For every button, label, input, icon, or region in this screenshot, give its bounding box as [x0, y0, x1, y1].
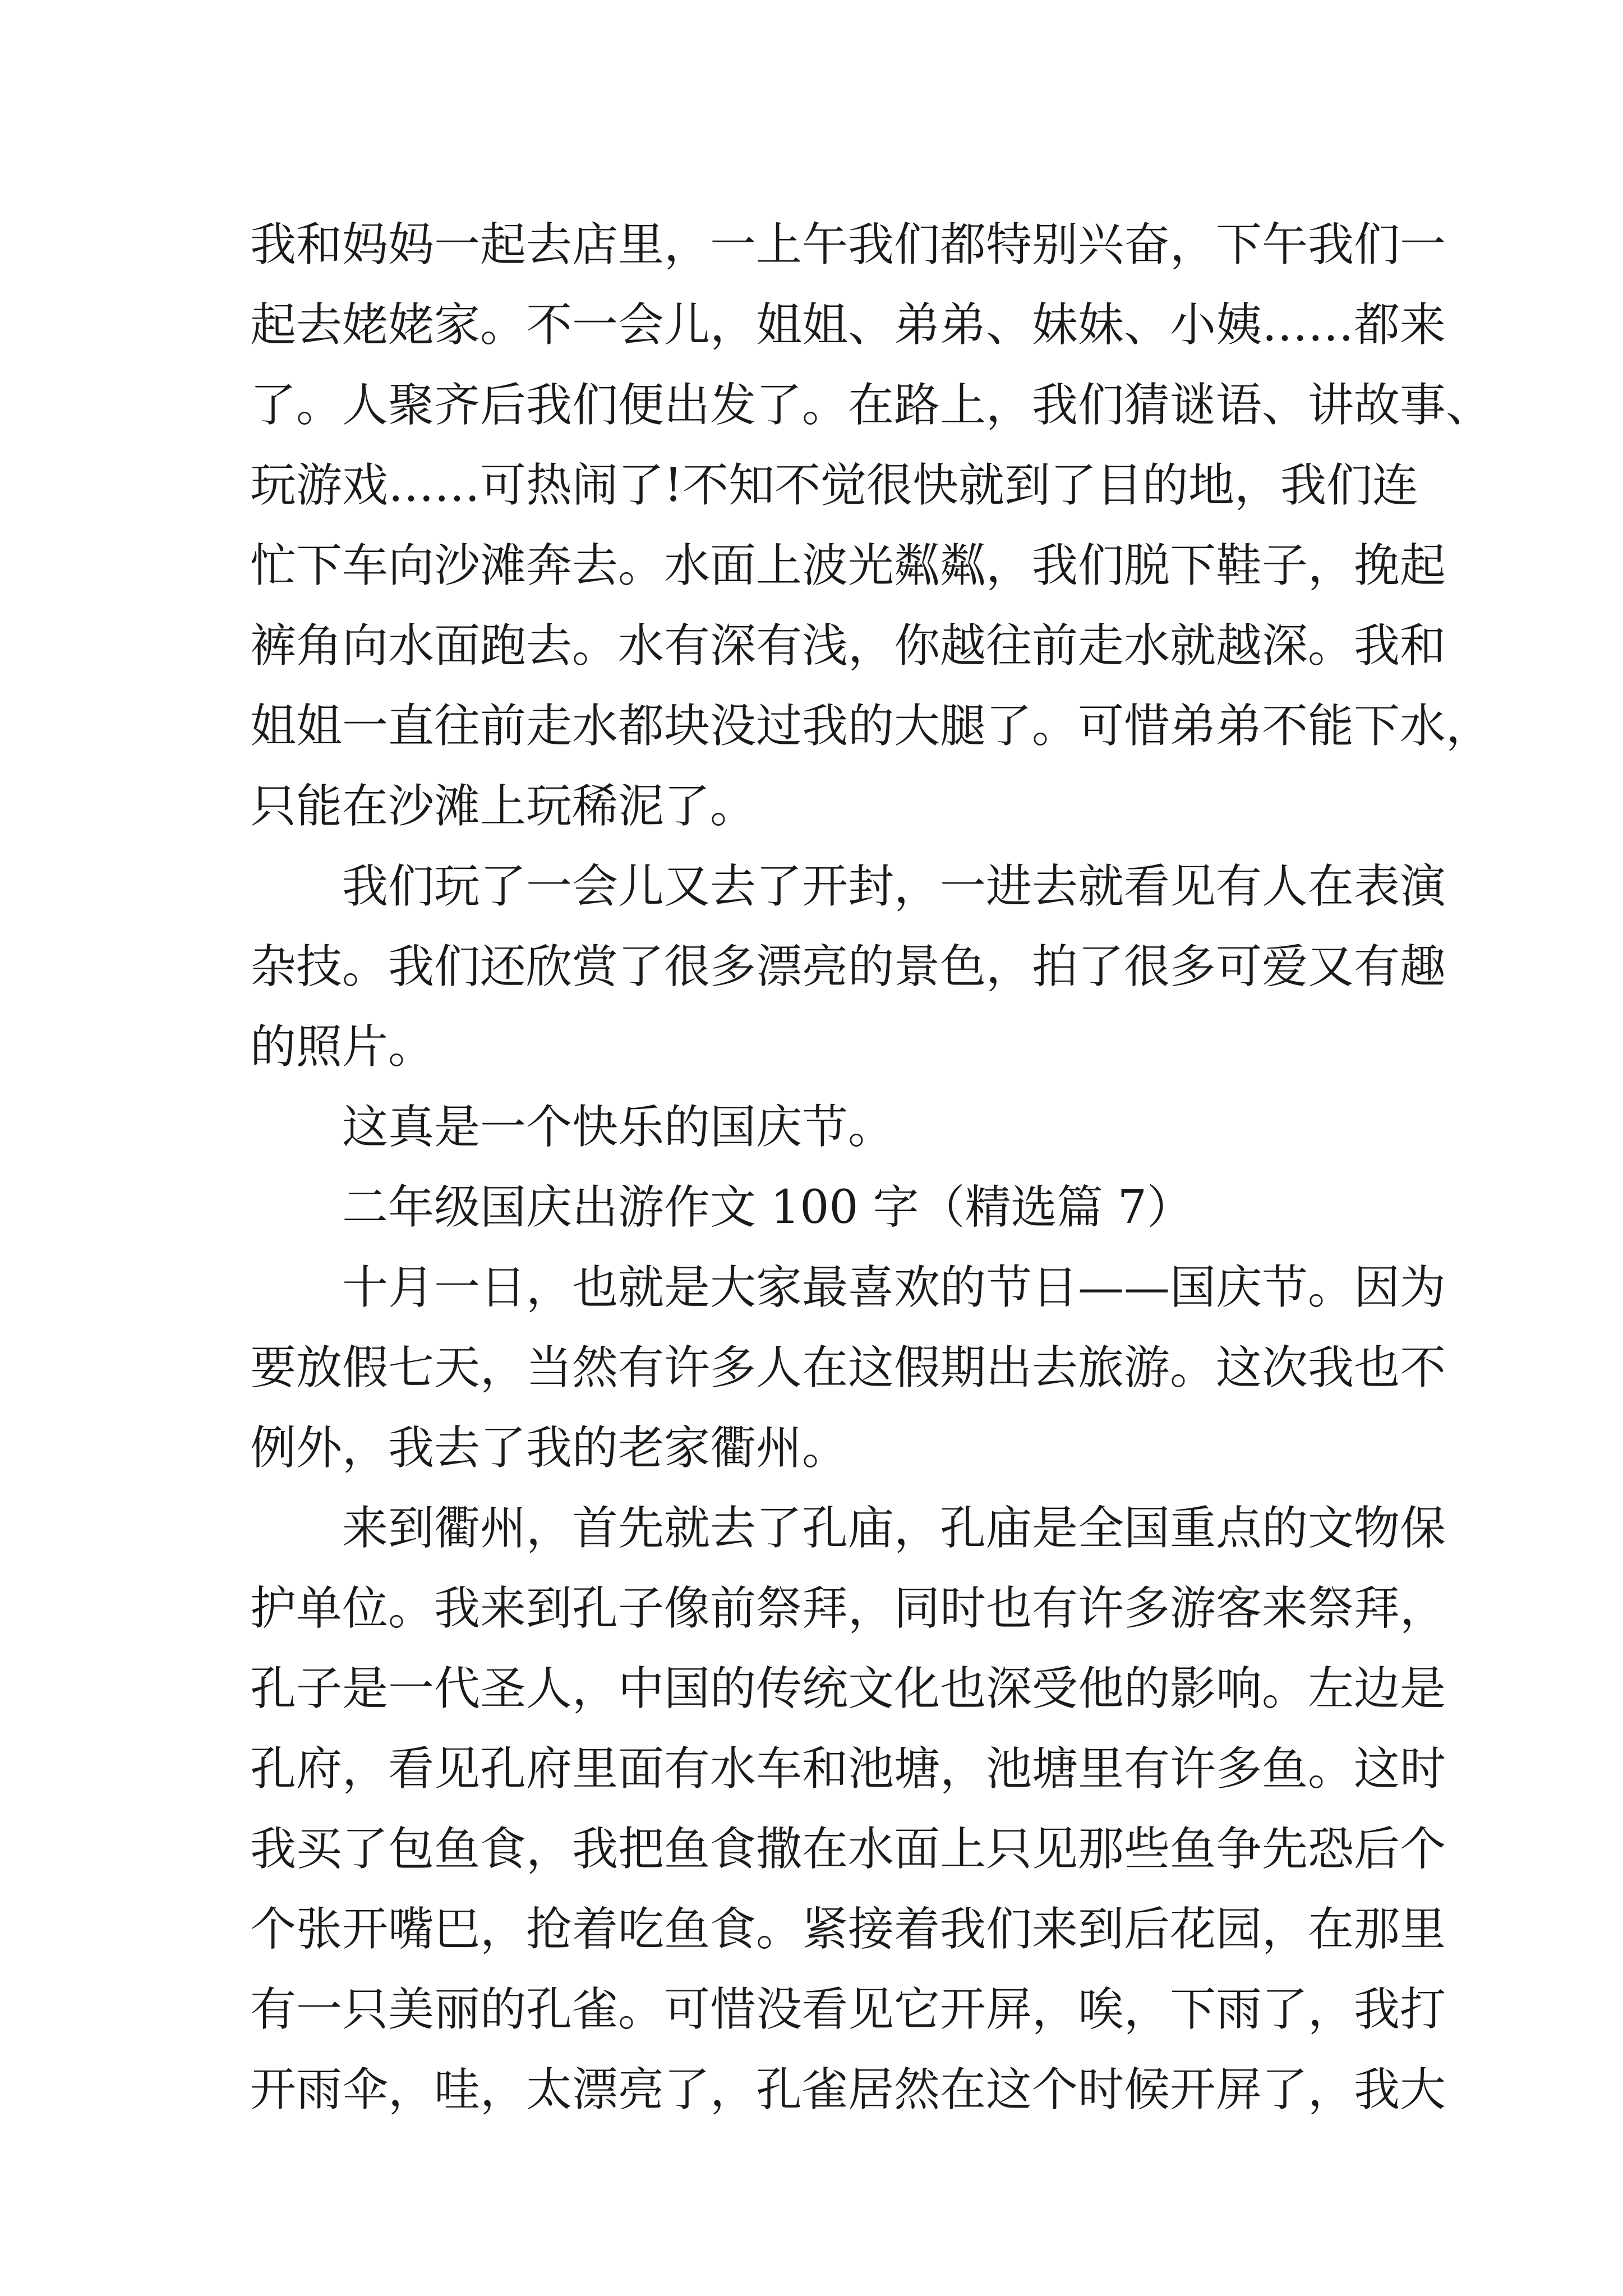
section-heading: 二年级国庆出游作文 100 字（精选篇 7）: [342, 1181, 1193, 1234]
text-line: 开雨伞，哇，太漂亮了，孔雀居然在这个时候开屏了，我大: [250, 2063, 1446, 2116]
text-line: 这真是一个快乐的国庆节。: [342, 1101, 895, 1154]
text-line: 的照片。: [250, 1020, 435, 1074]
text-line: 十月一日，也就是大家最喜欢的节日——国庆节。因为: [342, 1261, 1446, 1314]
text-line: 我和妈妈一起去店里，一上午我们都特别兴奋，下午我们一: [250, 218, 1446, 272]
text-line: 要放假七天，当然有许多人在这假期出去旅游。这次我也不: [250, 1341, 1446, 1395]
text-line: 玩游戏……可热闹了!不知不觉很快就到了目的地，我们连: [250, 459, 1418, 512]
text-line: 有一只美丽的孔雀。可惜没看见它开屏，唉，下雨了，我打: [250, 1983, 1446, 2036]
text-line: 只能在沙滩上玩稀泥了。: [250, 780, 757, 833]
text-line: 忙下车向沙滩奔去。水面上波光粼粼，我们脱下鞋子，挽起: [250, 539, 1446, 592]
text-line: 我买了包鱼食，我把鱼食撒在水面上只见那些鱼争先恐后个: [250, 1823, 1446, 1876]
text-line: 孔子是一代圣人，中国的传统文化也深受他的影响。左边是: [250, 1662, 1446, 1715]
text-line: 孔府，看见孔府里面有水车和池塘，池塘里有许多鱼。这时: [250, 1742, 1446, 1796]
text-line: 了。人聚齐后我们便出发了。在路上，我们猜谜语、讲故事、: [250, 379, 1492, 432]
text-line: 来到衢州，首先就去了孔庙，孔庙是全国重点的文物保: [342, 1502, 1446, 1555]
text-line: 护单位。我来到孔子像前祭拜，同时也有许多游客来祭拜，: [250, 1582, 1446, 1635]
essay-text: [250, 205, 1492, 2130]
text-line: 起去姥姥家。不一会儿，姐姐、弟弟、妹妹、小姨……都来: [250, 298, 1446, 352]
text-line: 姐姐一直往前走水都块没过我的大腿了。可惜弟弟不能下水，: [250, 700, 1492, 753]
text-line: 个张开嘴巴，抢着吃鱼食。紧接着我们来到后花园，在那里: [250, 1903, 1446, 1956]
text-line: 杂技。我们还欣赏了很多漂亮的景色，拍了很多可爱又有趣: [250, 940, 1446, 993]
text-line: 裤角向水面跑去。水有深有浅，你越往前走水就越深。我和: [250, 619, 1446, 673]
text-line: 我们玩了一会儿又去了开封，一进去就看见有人在表演: [342, 860, 1446, 913]
text-line: 例外，我去了我的老家衢州。: [250, 1421, 849, 1475]
